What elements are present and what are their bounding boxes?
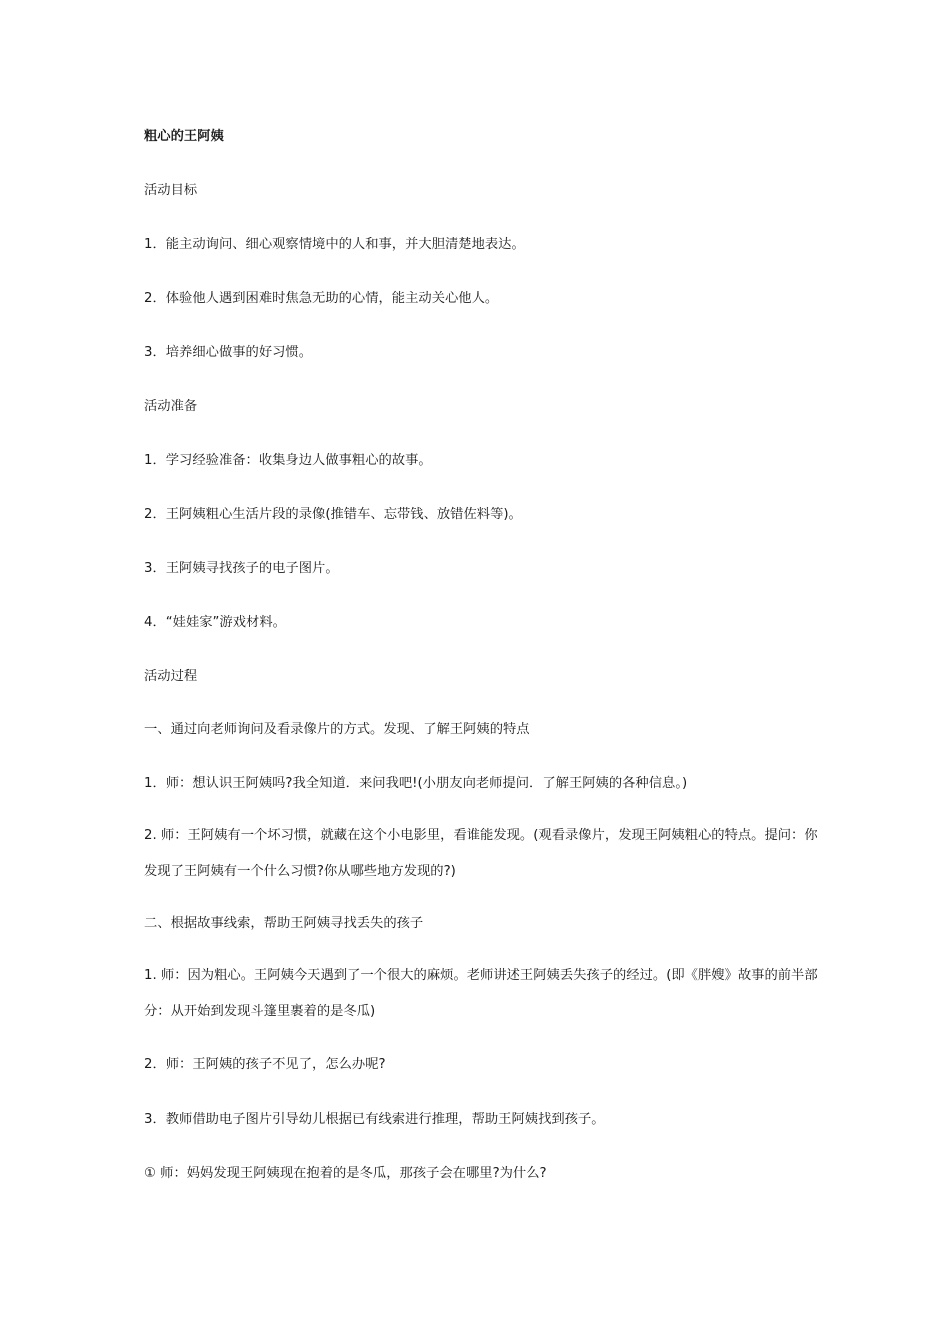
prep-heading: 活动准备 — [144, 399, 198, 414]
document-title: 粗心的王阿姨 — [144, 129, 224, 144]
goal-item-2: 2．体验他人遇到困难时焦急无助的心情，能主动关心他人。 — [144, 291, 499, 306]
goal-item-3: 3．培养细心做事的好习惯。 — [144, 345, 313, 360]
part2-item-1: 1. 师：因为粗心。王阿姨今天遇到了一个很大的麻烦。老师讲述王阿姨丢失孩子的经过。(即《胖嫂》故事的前半部分：从开始到发现斗篷里裹着的是冬瓜) — [144, 968, 818, 1019]
part2-item-4: ① 师：妈妈发现王阿姨现在抱着的是冬瓜，那孩子会在哪里?为什么? — [144, 1166, 547, 1181]
part2-item-3: 3．教师借助电子图片引导幼儿根据已有线索进行推理，帮助王阿姨找到孩子。 — [144, 1112, 605, 1127]
prep-item-1: 1．学习经验准备：收集身边人做事粗心的故事。 — [144, 453, 432, 468]
part1-item-2: 2. 师：王阿姨有一个坏习惯，就藏在这个小电影里，看谁能发现。(观看录像片，发现王阿姨粗心的特点。提问：你发现了王阿姨有一个什么习惯?你从哪些地方发现的?) — [144, 828, 818, 879]
prep-item-4: 4．“娃娃家”游戏材料。 — [144, 615, 286, 630]
goals-heading: 活动目标 — [144, 183, 198, 198]
part2-heading: 二、根据故事线索，帮助王阿姨寻找丢失的孩子 — [144, 916, 424, 931]
part1-item-1: 1．师：想认识王阿姨吗?我全知道．来问我吧!(小朋友向老师提问．了解王阿姨的各种信息。) — [144, 776, 688, 791]
goal-item-1: 1．能主动询问、细心观察情境中的人和事，并大胆清楚地表达。 — [144, 237, 525, 252]
part1-heading: 一、通过向老师询问及看录像片的方式。发现、了解王阿姨的特点 — [144, 722, 530, 737]
process-heading: 活动过程 — [144, 669, 198, 684]
prep-item-3: 3．王阿姨寻找孩子的电子图片。 — [144, 561, 339, 576]
part2-item-2: 2．师：王阿姨的孩子不见了，怎么办呢? — [144, 1057, 386, 1072]
prep-item-2: 2．王阿姨粗心生活片段的录像(推错车、忘带钱、放错佐料等)。 — [144, 507, 522, 522]
